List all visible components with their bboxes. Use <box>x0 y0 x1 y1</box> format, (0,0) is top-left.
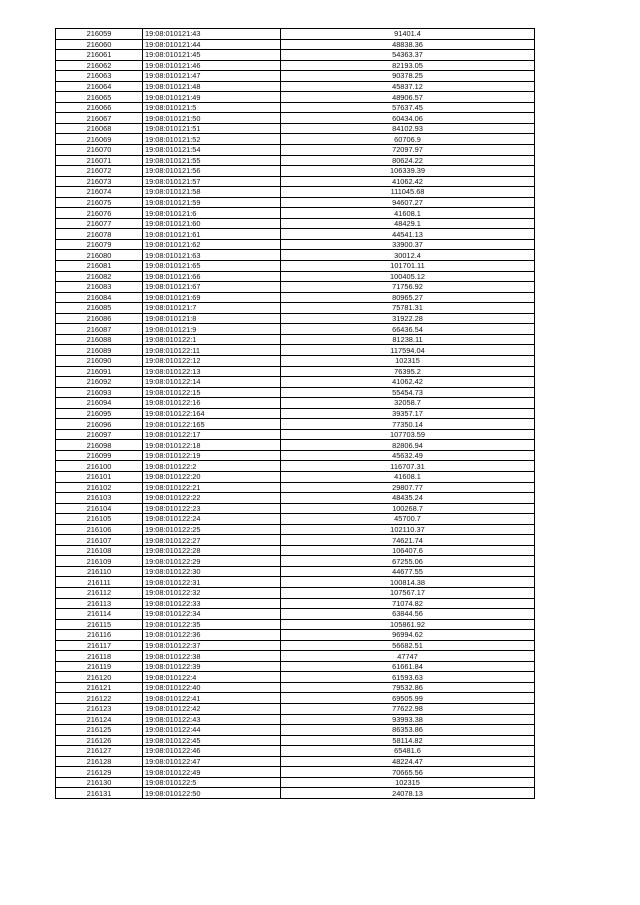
table-row <box>56 197 535 208</box>
row-number-cell: 216115 <box>56 619 143 630</box>
value-cell: 75781.31 <box>281 303 535 314</box>
value-cell: 41062.42 <box>281 377 535 388</box>
cadastral-number-cell: 19:08:010122:49 <box>143 767 281 778</box>
row-number-cell: 216118 <box>56 651 143 662</box>
value-cell: 48838.36 <box>281 39 535 50</box>
value-cell: 57637.45 <box>281 102 535 113</box>
value-cell: 100268.7 <box>281 503 535 514</box>
row-number-cell: 216131 <box>56 788 143 799</box>
cadastral-number-cell: 19:08:010122:47 <box>143 756 281 767</box>
value-cell: 29807.77 <box>281 482 535 493</box>
value-cell: 102315 <box>281 777 535 788</box>
row-number-cell: 216121 <box>56 682 143 693</box>
table-row <box>56 81 535 92</box>
table-row <box>56 545 535 556</box>
cadastral-number-cell: 19:08:010122:22 <box>143 493 281 504</box>
cadastral-number-cell: 19:08:010121:56 <box>143 166 281 177</box>
cadastral-number-cell: 19:08:010122:44 <box>143 725 281 736</box>
cadastral-number-cell: 19:08:010122:5 <box>143 777 281 788</box>
cadastral-number-cell: 19:08:010121:55 <box>143 155 281 166</box>
table-row <box>56 155 535 166</box>
row-number-cell: 216105 <box>56 514 143 525</box>
row-number-cell: 216104 <box>56 503 143 514</box>
table-row <box>56 788 535 799</box>
cadastral-number-cell: 19:08:010121:69 <box>143 292 281 303</box>
table-row <box>56 609 535 620</box>
row-number-cell: 216065 <box>56 92 143 103</box>
value-cell: 70665.56 <box>281 767 535 778</box>
value-cell: 82806.94 <box>281 440 535 451</box>
row-number-cell: 216084 <box>56 292 143 303</box>
row-number-cell: 216091 <box>56 366 143 377</box>
row-number-cell: 216096 <box>56 419 143 430</box>
cadastral-number-cell: 19:08:010122:29 <box>143 556 281 567</box>
row-number-cell: 216070 <box>56 145 143 156</box>
value-cell: 45632.49 <box>281 450 535 461</box>
row-number-cell: 216062 <box>56 60 143 71</box>
cadastral-number-cell: 19:08:010122:20 <box>143 471 281 482</box>
cadastral-number-cell: 19:08:010122:165 <box>143 419 281 430</box>
table-row <box>56 39 535 50</box>
cadastral-number-cell: 19:08:010121:60 <box>143 218 281 229</box>
row-number-cell: 216097 <box>56 429 143 440</box>
row-number-cell: 216064 <box>56 81 143 92</box>
cadastral-number-cell: 19:08:010122:21 <box>143 482 281 493</box>
cadastral-number-cell: 19:08:010121:52 <box>143 134 281 145</box>
cadastral-number-cell: 19:08:010121:49 <box>143 92 281 103</box>
table-row <box>56 693 535 704</box>
table-row <box>56 587 535 598</box>
cadastral-number-cell: 19:08:010121:66 <box>143 271 281 282</box>
row-number-cell: 216085 <box>56 303 143 314</box>
table-row <box>56 429 535 440</box>
table-row <box>56 725 535 736</box>
value-cell: 39357.17 <box>281 408 535 419</box>
value-cell: 117594.04 <box>281 345 535 356</box>
table-row <box>56 440 535 451</box>
value-cell: 74621.74 <box>281 535 535 546</box>
cadastral-number-cell: 19:08:010122:36 <box>143 630 281 641</box>
value-cell: 72097.97 <box>281 145 535 156</box>
value-cell: 106407.6 <box>281 545 535 556</box>
value-cell: 32058.7 <box>281 398 535 409</box>
table-row <box>56 640 535 651</box>
value-cell: 69505.99 <box>281 693 535 704</box>
cadastral-number-cell: 19:08:010121:62 <box>143 239 281 250</box>
table-row <box>56 377 535 388</box>
row-number-cell: 216061 <box>56 50 143 61</box>
value-cell: 102315 <box>281 355 535 366</box>
cadastral-number-cell: 19:08:010122:18 <box>143 440 281 451</box>
row-number-cell: 216099 <box>56 450 143 461</box>
cadastral-number-cell: 19:08:010122:11 <box>143 345 281 356</box>
table-row <box>56 303 535 314</box>
value-cell: 84102.93 <box>281 123 535 134</box>
cadastral-number-cell: 19:08:010122:24 <box>143 514 281 525</box>
row-number-cell: 216100 <box>56 461 143 472</box>
value-cell: 41608.1 <box>281 208 535 219</box>
row-number-cell: 216083 <box>56 282 143 293</box>
row-number-cell: 216108 <box>56 545 143 556</box>
value-cell: 76395.2 <box>281 366 535 377</box>
row-number-cell: 216129 <box>56 767 143 778</box>
cadastral-number-cell: 19:08:010121:51 <box>143 123 281 134</box>
row-number-cell: 216078 <box>56 229 143 240</box>
table-row <box>56 218 535 229</box>
table-row <box>56 493 535 504</box>
cadastral-number-cell: 19:08:010121:5 <box>143 102 281 113</box>
table-row <box>56 482 535 493</box>
row-number-cell: 216090 <box>56 355 143 366</box>
row-number-cell: 216072 <box>56 166 143 177</box>
cadastral-number-cell: 19:08:010122:37 <box>143 640 281 651</box>
table-row <box>56 145 535 156</box>
value-cell: 116707.31 <box>281 461 535 472</box>
row-number-cell: 216088 <box>56 334 143 345</box>
value-cell: 41608.1 <box>281 471 535 482</box>
value-cell: 44541.13 <box>281 229 535 240</box>
row-number-cell: 216101 <box>56 471 143 482</box>
value-cell: 96994.62 <box>281 630 535 641</box>
cadastral-number-cell: 19:08:010122:38 <box>143 651 281 662</box>
table-row <box>56 60 535 71</box>
row-number-cell: 216095 <box>56 408 143 419</box>
row-number-cell: 216069 <box>56 134 143 145</box>
cadastral-number-cell: 19:08:010121:48 <box>143 81 281 92</box>
table-row <box>56 682 535 693</box>
row-number-cell: 216071 <box>56 155 143 166</box>
value-cell: 48224.47 <box>281 756 535 767</box>
row-number-cell: 216125 <box>56 725 143 736</box>
cadastral-number-cell: 19:08:010122:16 <box>143 398 281 409</box>
value-cell: 48435.24 <box>281 493 535 504</box>
table-row <box>56 71 535 82</box>
cadastral-number-cell: 19:08:010122:13 <box>143 366 281 377</box>
cadastral-number-cell: 19:08:010121:45 <box>143 50 281 61</box>
table-row <box>56 461 535 472</box>
table-row <box>56 334 535 345</box>
cadastral-number-cell: 19:08:010121:6 <box>143 208 281 219</box>
row-number-cell: 216068 <box>56 123 143 134</box>
table-row <box>56 704 535 715</box>
value-cell: 101701.11 <box>281 261 535 272</box>
table-row <box>56 450 535 461</box>
cadastral-number-cell: 19:08:010122:1 <box>143 334 281 345</box>
value-cell: 86353.86 <box>281 725 535 736</box>
value-cell: 79532.86 <box>281 682 535 693</box>
table-row <box>56 661 535 672</box>
table-row <box>56 29 535 40</box>
cadastral-number-cell: 19:08:010122:32 <box>143 587 281 598</box>
row-number-cell: 216123 <box>56 704 143 715</box>
row-number-cell: 216093 <box>56 387 143 398</box>
table-body <box>56 29 535 799</box>
table-row <box>56 577 535 588</box>
cadastral-number-cell: 19:08:010121:8 <box>143 313 281 324</box>
table-row <box>56 598 535 609</box>
row-number-cell: 216063 <box>56 71 143 82</box>
value-cell: 58114.82 <box>281 735 535 746</box>
value-cell: 71756.92 <box>281 282 535 293</box>
table-row <box>56 102 535 113</box>
value-cell: 102110.37 <box>281 524 535 535</box>
cadastral-number-cell: 19:08:010122:27 <box>143 535 281 546</box>
cadastral-number-cell: 19:08:010122:19 <box>143 450 281 461</box>
value-cell: 55454.73 <box>281 387 535 398</box>
table-row <box>56 777 535 788</box>
cadastral-number-cell: 19:08:010122:39 <box>143 661 281 672</box>
cadastral-number-cell: 19:08:010121:67 <box>143 282 281 293</box>
table-row <box>56 651 535 662</box>
table-row <box>56 672 535 683</box>
value-cell: 24078.13 <box>281 788 535 799</box>
table-row <box>56 239 535 250</box>
value-cell: 93993.38 <box>281 714 535 725</box>
value-cell: 77622.98 <box>281 704 535 715</box>
row-number-cell: 216116 <box>56 630 143 641</box>
row-number-cell: 216114 <box>56 609 143 620</box>
cadastral-number-cell: 19:08:010122:14 <box>143 377 281 388</box>
row-number-cell: 216119 <box>56 661 143 672</box>
cadastral-number-cell: 19:08:010121:7 <box>143 303 281 314</box>
row-number-cell: 216067 <box>56 113 143 124</box>
value-cell: 80965.27 <box>281 292 535 303</box>
table-row <box>56 387 535 398</box>
row-number-cell: 216124 <box>56 714 143 725</box>
table-row <box>56 292 535 303</box>
value-cell: 33900.37 <box>281 239 535 250</box>
table-row <box>56 355 535 366</box>
cadastral-number-cell: 19:08:010122:45 <box>143 735 281 746</box>
cadastral-number-cell: 19:08:010121:47 <box>143 71 281 82</box>
cadastral-number-cell: 19:08:010121:44 <box>143 39 281 50</box>
value-cell: 81238.11 <box>281 334 535 345</box>
cadastral-number-cell: 19:08:010121:63 <box>143 250 281 261</box>
value-cell: 100814.38 <box>281 577 535 588</box>
value-cell: 60434.06 <box>281 113 535 124</box>
table-row <box>56 398 535 409</box>
table-row <box>56 92 535 103</box>
table-row <box>56 366 535 377</box>
cadastral-number-cell: 19:08:010122:12 <box>143 355 281 366</box>
cadastral-number-cell: 19:08:010121:46 <box>143 60 281 71</box>
cadastral-number-cell: 19:08:010121:54 <box>143 145 281 156</box>
cadastral-number-cell: 19:08:010121:59 <box>143 197 281 208</box>
data-table <box>55 28 535 799</box>
value-cell: 31922.28 <box>281 313 535 324</box>
table-row <box>56 630 535 641</box>
table-row <box>56 313 535 324</box>
cadastral-number-cell: 19:08:010122:28 <box>143 545 281 556</box>
table-row <box>56 187 535 198</box>
table-row <box>56 123 535 134</box>
table-row <box>56 345 535 356</box>
cadastral-number-cell: 19:08:010122:2 <box>143 461 281 472</box>
row-number-cell: 216120 <box>56 672 143 683</box>
table-row <box>56 503 535 514</box>
cadastral-number-cell: 19:08:010121:9 <box>143 324 281 335</box>
table-row <box>56 176 535 187</box>
cadastral-number-cell: 19:08:010121:50 <box>143 113 281 124</box>
value-cell: 61593.63 <box>281 672 535 683</box>
table-row <box>56 166 535 177</box>
row-number-cell: 216060 <box>56 39 143 50</box>
cadastral-number-cell: 19:08:010121:57 <box>143 176 281 187</box>
row-number-cell: 216066 <box>56 102 143 113</box>
value-cell: 45837.12 <box>281 81 535 92</box>
cadastral-number-cell: 19:08:010122:164 <box>143 408 281 419</box>
cadastral-number-cell: 19:08:010122:40 <box>143 682 281 693</box>
cadastral-number-cell: 19:08:010122:15 <box>143 387 281 398</box>
value-cell: 41062.42 <box>281 176 535 187</box>
row-number-cell: 216082 <box>56 271 143 282</box>
value-cell: 91401.4 <box>281 29 535 40</box>
row-number-cell: 216092 <box>56 377 143 388</box>
row-number-cell: 216089 <box>56 345 143 356</box>
row-number-cell: 216074 <box>56 187 143 198</box>
row-number-cell: 216073 <box>56 176 143 187</box>
cadastral-number-cell: 19:08:010122:25 <box>143 524 281 535</box>
table-row <box>56 471 535 482</box>
cadastral-number-cell: 19:08:010122:17 <box>143 429 281 440</box>
row-number-cell: 216126 <box>56 735 143 746</box>
table-row <box>56 229 535 240</box>
row-number-cell: 216117 <box>56 640 143 651</box>
cadastral-number-cell: 19:08:010122:23 <box>143 503 281 514</box>
table-row <box>56 250 535 261</box>
value-cell: 56682.51 <box>281 640 535 651</box>
table-row <box>56 514 535 525</box>
table-row <box>56 113 535 124</box>
value-cell: 48906.57 <box>281 92 535 103</box>
cadastral-number-cell: 19:08:010122:41 <box>143 693 281 704</box>
value-cell: 54363.37 <box>281 50 535 61</box>
value-cell: 106339.39 <box>281 166 535 177</box>
cadastral-number-cell: 19:08:010122:42 <box>143 704 281 715</box>
row-number-cell: 216106 <box>56 524 143 535</box>
value-cell: 107703.59 <box>281 429 535 440</box>
value-cell: 65481.6 <box>281 746 535 757</box>
row-number-cell: 216094 <box>56 398 143 409</box>
row-number-cell: 216110 <box>56 566 143 577</box>
value-cell: 47747 <box>281 651 535 662</box>
value-cell: 111045.68 <box>281 187 535 198</box>
value-cell: 45700.7 <box>281 514 535 525</box>
row-number-cell: 216059 <box>56 29 143 40</box>
row-number-cell: 216081 <box>56 261 143 272</box>
cadastral-number-cell: 19:08:010121:61 <box>143 229 281 240</box>
row-number-cell: 216079 <box>56 239 143 250</box>
value-cell: 44677.55 <box>281 566 535 577</box>
cadastral-number-cell: 19:08:010121:43 <box>143 29 281 40</box>
value-cell: 30012.4 <box>281 250 535 261</box>
value-cell: 71074.82 <box>281 598 535 609</box>
cadastral-number-cell: 19:08:010122:46 <box>143 746 281 757</box>
value-cell: 48429.1 <box>281 218 535 229</box>
cadastral-number-cell: 19:08:010122:31 <box>143 577 281 588</box>
cadastral-number-cell: 19:08:010122:33 <box>143 598 281 609</box>
row-number-cell: 216080 <box>56 250 143 261</box>
row-number-cell: 216113 <box>56 598 143 609</box>
table-row <box>56 208 535 219</box>
cadastral-number-cell: 19:08:010121:65 <box>143 261 281 272</box>
table-row <box>56 408 535 419</box>
value-cell: 105861.92 <box>281 619 535 630</box>
table-row <box>56 767 535 778</box>
table-row <box>56 282 535 293</box>
cadastral-number-cell: 19:08:010122:30 <box>143 566 281 577</box>
table-row <box>56 134 535 145</box>
value-cell: 94607.27 <box>281 197 535 208</box>
row-number-cell: 216122 <box>56 693 143 704</box>
value-cell: 61661.84 <box>281 661 535 672</box>
table-row <box>56 735 535 746</box>
table-row <box>56 271 535 282</box>
value-cell: 67255.06 <box>281 556 535 567</box>
table-row <box>56 324 535 335</box>
value-cell: 100405.12 <box>281 271 535 282</box>
row-number-cell: 216127 <box>56 746 143 757</box>
value-cell: 63844.56 <box>281 609 535 620</box>
row-number-cell: 216076 <box>56 208 143 219</box>
value-cell: 82193.05 <box>281 60 535 71</box>
table-row <box>56 714 535 725</box>
value-cell: 80624.22 <box>281 155 535 166</box>
row-number-cell: 216102 <box>56 482 143 493</box>
cadastral-number-cell: 19:08:010122:50 <box>143 788 281 799</box>
cadastral-number-cell: 19:08:010122:35 <box>143 619 281 630</box>
row-number-cell: 216130 <box>56 777 143 788</box>
table-row <box>56 524 535 535</box>
value-cell: 60706.9 <box>281 134 535 145</box>
row-number-cell: 216086 <box>56 313 143 324</box>
table-row <box>56 746 535 757</box>
row-number-cell: 216109 <box>56 556 143 567</box>
row-number-cell: 216103 <box>56 493 143 504</box>
value-cell: 90378.25 <box>281 71 535 82</box>
row-number-cell: 216098 <box>56 440 143 451</box>
row-number-cell: 216077 <box>56 218 143 229</box>
table-row <box>56 556 535 567</box>
table-row <box>56 566 535 577</box>
row-number-cell: 216087 <box>56 324 143 335</box>
cadastral-number-cell: 19:08:010121:58 <box>143 187 281 198</box>
value-cell: 66436.54 <box>281 324 535 335</box>
cadastral-number-cell: 19:08:010122:43 <box>143 714 281 725</box>
value-cell: 107567.17 <box>281 587 535 598</box>
table-row <box>56 619 535 630</box>
row-number-cell: 216075 <box>56 197 143 208</box>
row-number-cell: 216112 <box>56 587 143 598</box>
row-number-cell: 216111 <box>56 577 143 588</box>
table-row <box>56 756 535 767</box>
value-cell: 77350.14 <box>281 419 535 430</box>
row-number-cell: 216128 <box>56 756 143 767</box>
cadastral-number-cell: 19:08:010122:4 <box>143 672 281 683</box>
table-row <box>56 535 535 546</box>
table-row <box>56 50 535 61</box>
table-row <box>56 261 535 272</box>
table-row <box>56 419 535 430</box>
row-number-cell: 216107 <box>56 535 143 546</box>
cadastral-number-cell: 19:08:010122:34 <box>143 609 281 620</box>
